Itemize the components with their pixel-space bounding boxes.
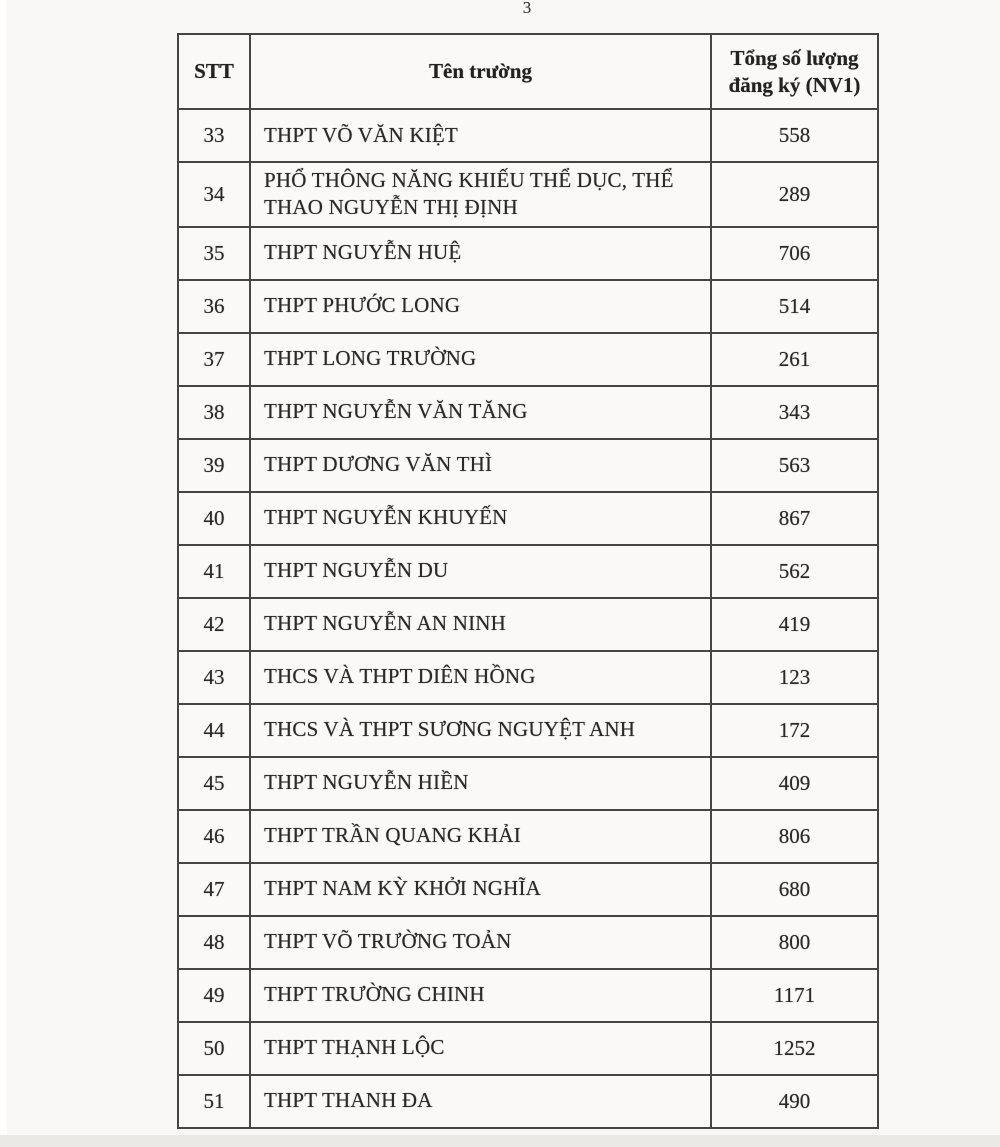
cell-school-name: THPT NGUYỄN HIỀN — [250, 757, 711, 810]
table-row — [178, 386, 878, 439]
table-row — [178, 227, 878, 280]
cell-total: 806 — [711, 810, 878, 863]
table-body — [178, 109, 878, 1128]
header-school-name: Tên trường — [250, 34, 711, 109]
cell-total: 680 — [711, 863, 878, 916]
cell-stt: 43 — [178, 651, 250, 704]
cell-school-name: THCS VÀ THPT SƯƠNG NGUYỆT ANH — [250, 704, 711, 757]
cell-stt: 46 — [178, 810, 250, 863]
cell-stt: 44 — [178, 704, 250, 757]
table-row — [178, 492, 878, 545]
table-row — [178, 969, 878, 1022]
page-bottom-shadow — [0, 1135, 1000, 1147]
table-row — [178, 109, 878, 162]
cell-total: 123 — [711, 651, 878, 704]
cell-total: 800 — [711, 916, 878, 969]
table-row — [178, 651, 878, 704]
cell-stt: 47 — [178, 863, 250, 916]
cell-stt: 51 — [178, 1075, 250, 1128]
cell-school-name: THPT PHƯỚC LONG — [250, 280, 711, 333]
registration-table — [177, 33, 879, 1129]
cell-school-name: THPT NGUYỄN HUỆ — [250, 227, 711, 280]
cell-total: 172 — [711, 704, 878, 757]
cell-stt: 35 — [178, 227, 250, 280]
cell-stt: 39 — [178, 439, 250, 492]
table-row — [178, 545, 878, 598]
cell-stt: 40 — [178, 492, 250, 545]
cell-stt: 41 — [178, 545, 250, 598]
cell-school-name: THPT LONG TRƯỜNG — [250, 333, 711, 386]
header-total-registrations: Tổng số lượng đăng ký (NV1) — [711, 34, 878, 109]
table-row — [178, 757, 878, 810]
table-row — [178, 439, 878, 492]
cell-school-name: THPT TRƯỜNG CHINH — [250, 969, 711, 1022]
cell-stt: 48 — [178, 916, 250, 969]
table-row — [178, 598, 878, 651]
cell-total: 563 — [711, 439, 878, 492]
cell-total: 261 — [711, 333, 878, 386]
table-header-row — [178, 34, 878, 109]
cell-school-name: THPT THANH ĐA — [250, 1075, 711, 1128]
cell-school-name: THPT TRẦN QUANG KHẢI — [250, 810, 711, 863]
cell-school-name: THPT NGUYỄN VĂN TĂNG — [250, 386, 711, 439]
table-row — [178, 162, 878, 227]
cell-total: 1252 — [711, 1022, 878, 1075]
table-row — [178, 863, 878, 916]
cell-total: 562 — [711, 545, 878, 598]
cell-total: 289 — [711, 162, 878, 227]
table-row — [178, 916, 878, 969]
cell-total: 706 — [711, 227, 878, 280]
table-row — [178, 333, 878, 386]
cell-school-name: THPT THẠNH LỘC — [250, 1022, 711, 1075]
page-number: 3 — [522, 0, 532, 17]
cell-stt: 36 — [178, 280, 250, 333]
table-row — [178, 280, 878, 333]
cell-stt: 38 — [178, 386, 250, 439]
page-left-edge — [0, 0, 7, 1147]
header-stt: STT — [178, 34, 250, 109]
cell-total: 1171 — [711, 969, 878, 1022]
cell-stt: 50 — [178, 1022, 250, 1075]
cell-total: 343 — [711, 386, 878, 439]
cell-stt: 45 — [178, 757, 250, 810]
cell-stt: 42 — [178, 598, 250, 651]
cell-school-name: THPT VÕ TRƯỜNG TOẢN — [250, 916, 711, 969]
cell-total: 867 — [711, 492, 878, 545]
table-header — [178, 34, 878, 109]
cell-stt: 49 — [178, 969, 250, 1022]
cell-total: 490 — [711, 1075, 878, 1128]
cell-total: 409 — [711, 757, 878, 810]
cell-stt: 34 — [178, 162, 250, 227]
cell-stt: 33 — [178, 109, 250, 162]
cell-school-name: THPT NGUYỄN DU — [250, 545, 711, 598]
cell-school-name: THPT VÕ VĂN KIỆT — [250, 109, 711, 162]
table-row — [178, 704, 878, 757]
cell-total: 558 — [711, 109, 878, 162]
table-row — [178, 1075, 878, 1128]
cell-total: 419 — [711, 598, 878, 651]
cell-school-name: THCS VÀ THPT DIÊN HỒNG — [250, 651, 711, 704]
cell-school-name: THPT NAM KỲ KHỞI NGHĨA — [250, 863, 711, 916]
cell-school-name: THPT NGUYỄN KHUYẾN — [250, 492, 711, 545]
cell-school-name: THPT NGUYỄN AN NINH — [250, 598, 711, 651]
cell-total: 514 — [711, 280, 878, 333]
cell-stt: 37 — [178, 333, 250, 386]
cell-school-name: THPT DƯƠNG VĂN THÌ — [250, 439, 711, 492]
table-row — [178, 1022, 878, 1075]
cell-school-name: PHỔ THÔNG NĂNG KHIẾU THỂ DỤC, THỂ THAO NGUYỄN THỊ ĐỊNH — [250, 162, 711, 227]
table-row — [178, 810, 878, 863]
